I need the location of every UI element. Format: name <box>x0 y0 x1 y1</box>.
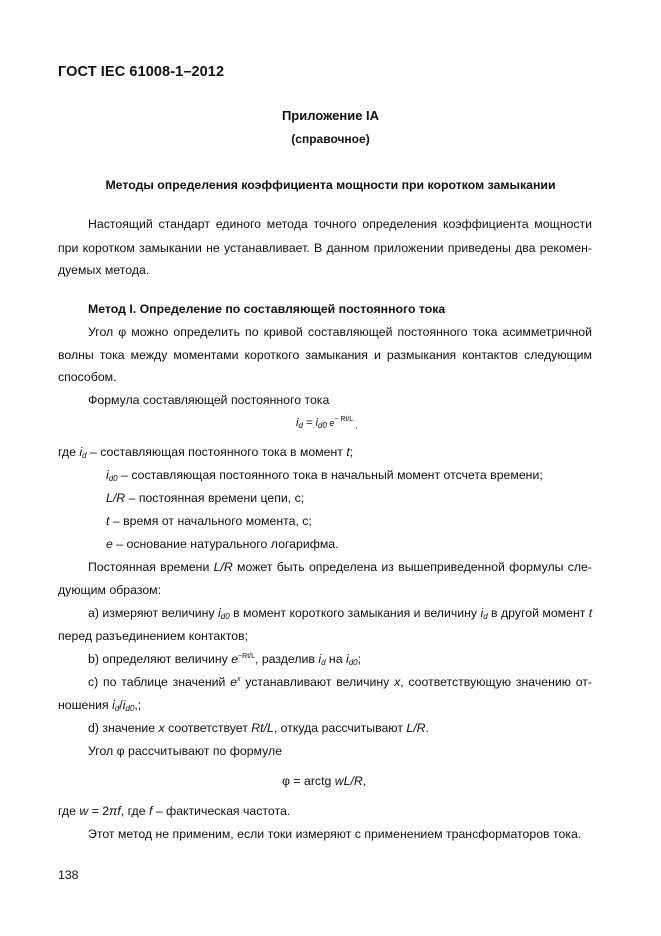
method-1-para-line-2: волны тока между моментами короткого замыкания и размыкания контактов следующим <box>58 348 592 362</box>
step-a-line-2: перед разъединением контактов; <box>58 629 248 643</box>
definition-id0: $i_{d0}$ – составляющая постоянного тока в начальный момент отсчета времени; <box>106 468 543 483</box>
dc-component-formula: $i_d = i_{d0}$ $e^{- Rt/L}$ $_,$ <box>296 416 358 430</box>
definition-lr: L/R – постоянная времени цепи, с; <box>106 491 305 505</box>
method-1-para-line-3: способом. <box>58 370 117 384</box>
where-line: где $i_d$ – составляющая постоянного тока в момент t; <box>58 445 354 460</box>
appendix-subtitle: (справочное) <box>291 132 370 146</box>
angle-formula: φ = arctg wL/R, <box>282 774 367 788</box>
formula-intro: Формула составляющей постоянного тока <box>88 393 330 407</box>
step-c-line-2: ношения $i_d/i_{d0}$,; <box>58 698 142 713</box>
angle-intro: Угол φ рассчитывают по формуле <box>88 744 283 758</box>
time-constant-line-2: дующим образом: <box>58 583 162 597</box>
closing-note: Этот метод не применим, если токи измеряют с применением трансформаторов тока. <box>88 827 582 841</box>
appendix-heading: Методы определения коэффициента мощности при коротком замыкании <box>105 178 556 192</box>
page-number: 138 <box>58 868 79 882</box>
time-constant-line-1: Постоянная времени L/R может быть определена из вышеприведенной формулы сле- <box>88 560 592 574</box>
intro-line-3: дуемых метода. <box>58 263 150 277</box>
step-b: b) определяют величину $e^{-Rt/L}$, разделив $i_d$ на $i_{d0}$; <box>88 652 362 667</box>
step-d: d) значение x соответствует Rt/L, откуда рассчитывают L/R. <box>88 721 429 735</box>
method-1-heading: Метод I. Определение по составляющей постоянного тока <box>88 302 446 316</box>
intro-line-2: при коротком замыкании не устанавливает. В данном приложении приведены два рекомен- <box>58 241 592 255</box>
appendix-title: Приложение IA <box>281 108 380 123</box>
intro-line-1: Настоящий стандарт единого метода точного определения коэффициента мощности <box>88 217 592 231</box>
frequency-definition: где w = 2πf, где f – фактическая частота. <box>58 804 291 818</box>
definition-e: e – основание натурального логарифма. <box>106 537 339 551</box>
standard-header: ГОСТ IEC 61008-1–2012 <box>58 64 225 80</box>
step-c-line-1: c) по таблице значений $e^x$ устанавливают величину x, соответствующую значению от- <box>88 675 592 689</box>
step-a-line-1: a) измеряют величину $i_{d0}$ в момент короткого замыкания и величину $i_d$ в другой момент t <box>88 606 593 621</box>
method-1-para-line-1: Угол φ можно определить по кривой составляющей постоянного тока асимметричной <box>88 325 592 339</box>
definition-t: t – время от начального момента, с; <box>106 514 312 528</box>
